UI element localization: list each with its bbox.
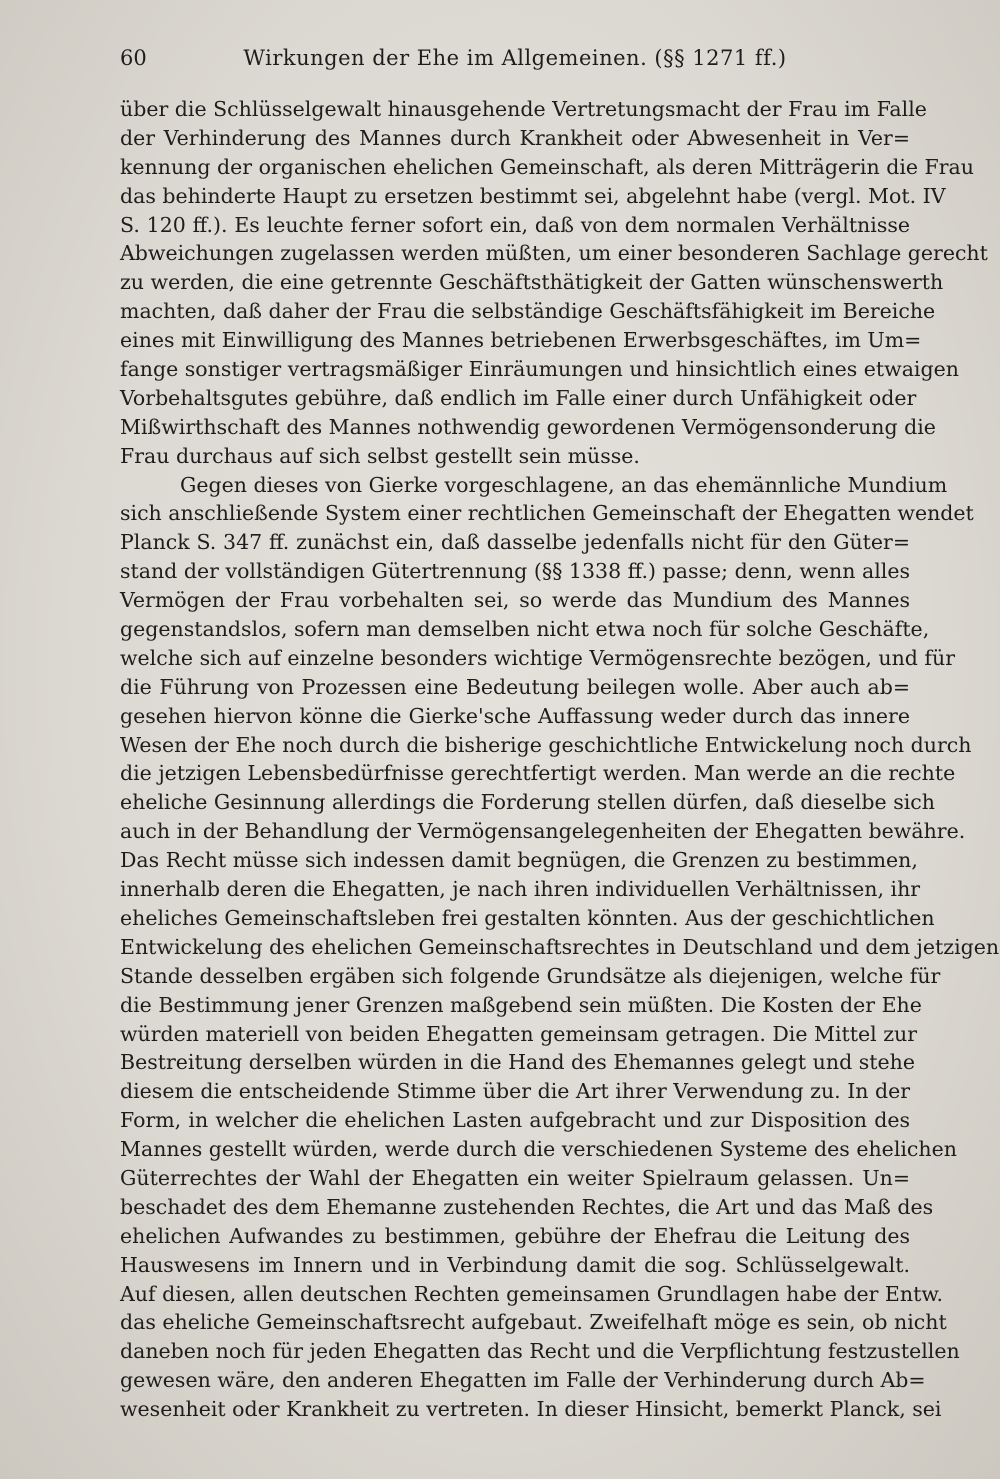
- text-line: Stande desselben ergäben sich folgende Grundsätze als diejenigen, welche für: [120, 963, 941, 988]
- text-line: S. 120 ff.). Es leuchte ferner sofort ein, daß von dem normalen Verhältnisse: [120, 212, 910, 237]
- text-line: wesenheit oder Krankheit zu vertreten. In dieser Hinsicht, bemerkt Planck, sei: [120, 1397, 942, 1422]
- text-line: gesehen hiervon könne die Gierke'sche Auffassung weder durch das innere: [120, 703, 910, 728]
- text-line: eheliche Gesinnung allerdings die Forderung stellen dürfen, daß dieselbe sich: [120, 790, 935, 815]
- text-line: Form, in welcher die ehelichen Lasten aufgebracht und zur Disposition des: [120, 1108, 910, 1133]
- text-line: zu werden, die eine getrennte Geschäftsthätigkeit der Gatten wünschenswerth: [120, 270, 944, 295]
- text-line: Planck S. 347 ff. zunächst ein, daß dasselbe jedenfalls nicht für den Güter=: [120, 530, 910, 555]
- text-line: stand der vollständigen Gütertrennung (§§ 1338 ff.) passe; denn, wenn alles: [120, 559, 910, 584]
- text-line: fange sonstiger vertragsmäßiger Einräumungen und hinsichtlich eines etwaigen: [120, 357, 959, 382]
- text-line: Das Recht müsse sich indessen damit begnügen, die Grenzen zu bestimmen,: [120, 848, 918, 873]
- page-number: 60: [120, 46, 147, 70]
- text-line: Bestreitung derselben würden in die Hand des Ehemannes gelegt und stehe: [120, 1050, 915, 1075]
- text-line: welche sich auf einzelne besonders wichtige Vermögensrechte bezögen, und für: [120, 645, 956, 670]
- text-line: die Bestimmung jener Grenzen maßgebend sein müßten. Die Kosten der Ehe: [120, 992, 922, 1017]
- text-line: sich anschließende System einer rechtlichen Gemeinschaft der Ehegatten wendet: [120, 501, 974, 526]
- text-line: kennung der organischen ehelichen Gemeinschaft, als deren Mitträgerin die Frau: [120, 154, 974, 179]
- text-line: ehelichen Aufwandes zu bestimmen, gebühre der Ehefrau die Leitung des: [120, 1223, 910, 1248]
- text-line: innerhalb deren die Ehegatten, je nach ihren individuellen Verhältnissen, ihr: [120, 877, 921, 902]
- page-header: [120, 38, 910, 78]
- text-line: Auf diesen, allen deutschen Rechten gemeinsamen Grundlagen habe der Entw.: [120, 1281, 943, 1306]
- text-line: beschadet des dem Ehemanne zustehenden Rechtes, die Art und das Maß des: [120, 1194, 934, 1219]
- text-line: Abweichungen zugelassen werden müßten, um einer besonderen Sachlage gerecht: [120, 241, 988, 266]
- text-line: Entwickelung des ehelichen Gemeinschaftsrechtes in Deutschland und dem jetzigen: [120, 934, 1000, 959]
- text-line: die jetzigen Lebensbedürfnisse gerechtfertigt werden. Man werde an die rechte: [120, 761, 956, 786]
- text-line: gegenstandslos, sofern man demselben nicht etwa noch für solche Geschäfte,: [120, 617, 930, 642]
- text-line: die Führung von Prozessen eine Bedeutung beilegen wolle. Aber auch ab=: [120, 674, 910, 699]
- text-line: Güterrechtes der Wahl der Ehegatten ein weiter Spielraum gelassen. Un=: [120, 1165, 910, 1190]
- text-line: würden materiell von beiden Ehegatten gemeinsam getragen. Die Mittel zur: [120, 1021, 918, 1046]
- running-title: Wirkungen der Ehe im Allgemeinen. (§§ 1271 ff.): [243, 46, 787, 70]
- paragraph-end-line: Frau durchaus auf sich selbst gestellt sein müsse.: [120, 443, 640, 468]
- text-line: eheliches Gemeinschaftsleben frei gestalten könnten. Aus der geschichtlichen: [120, 905, 935, 930]
- text-line: Vermögen der Frau vorbehalten sei, so werde das Mundium des Mannes: [120, 588, 910, 613]
- text-line: Vorbehaltsgutes gebühre, daß endlich im Falle einer durch Unfähigkeit oder: [120, 385, 917, 410]
- text-line: Mißwirthschaft des Mannes nothwendig gewordenen Vermögensonderung die: [120, 414, 936, 439]
- text-line: der Verhinderung des Mannes durch Krankheit oder Abwesenheit in Ver=: [120, 125, 910, 150]
- text-line: das eheliche Gemeinschaftsrecht aufgebaut. Zweifelhaft möge es sein, ob nicht: [120, 1310, 947, 1335]
- text-line: das behinderte Haupt zu ersetzen bestimmt sei, abgelehnt habe (vergl. Mot. IV: [120, 183, 946, 208]
- text-line: Hauswesens im Innern und in Verbindung damit die sog. Schlüsselgewalt.: [120, 1252, 910, 1277]
- text-line: Mannes gestellt würden, werde durch die verschiedenen Systeme des ehelichen: [120, 1137, 957, 1162]
- body-text: [120, 95, 1000, 1424]
- paragraph-start-line: Gegen dieses von Gierke vorgeschlagene, an das ehemännliche Mundium: [180, 472, 948, 497]
- text-line: Wesen der Ehe noch durch die bisherige geschichtliche Entwickelung noch durch: [120, 732, 972, 757]
- text-line: über die Schlüsselgewalt hinausgehende Vertretungsmacht der Frau im Falle: [120, 97, 927, 121]
- text-line: daneben noch für jeden Ehegatten das Recht und die Verpflichtung festzustellen: [120, 1339, 960, 1364]
- text-line: gewesen wäre, den anderen Ehegatten im Falle der Verhinderung durch Ab=: [120, 1368, 926, 1393]
- text-line: eines mit Einwilligung des Mannes betriebenen Erwerbsgeschäftes, im Um=: [120, 328, 922, 353]
- text-line: auch in der Behandlung der Vermögensangelegenheiten der Ehegatten bewähre.: [120, 819, 966, 844]
- text-line: diesem die entscheidende Stimme über die Art ihrer Verwendung zu. In der: [120, 1079, 911, 1104]
- text-line: machten, daß daher der Frau die selbständige Geschäftsfähigkeit im Bereiche: [120, 299, 936, 324]
